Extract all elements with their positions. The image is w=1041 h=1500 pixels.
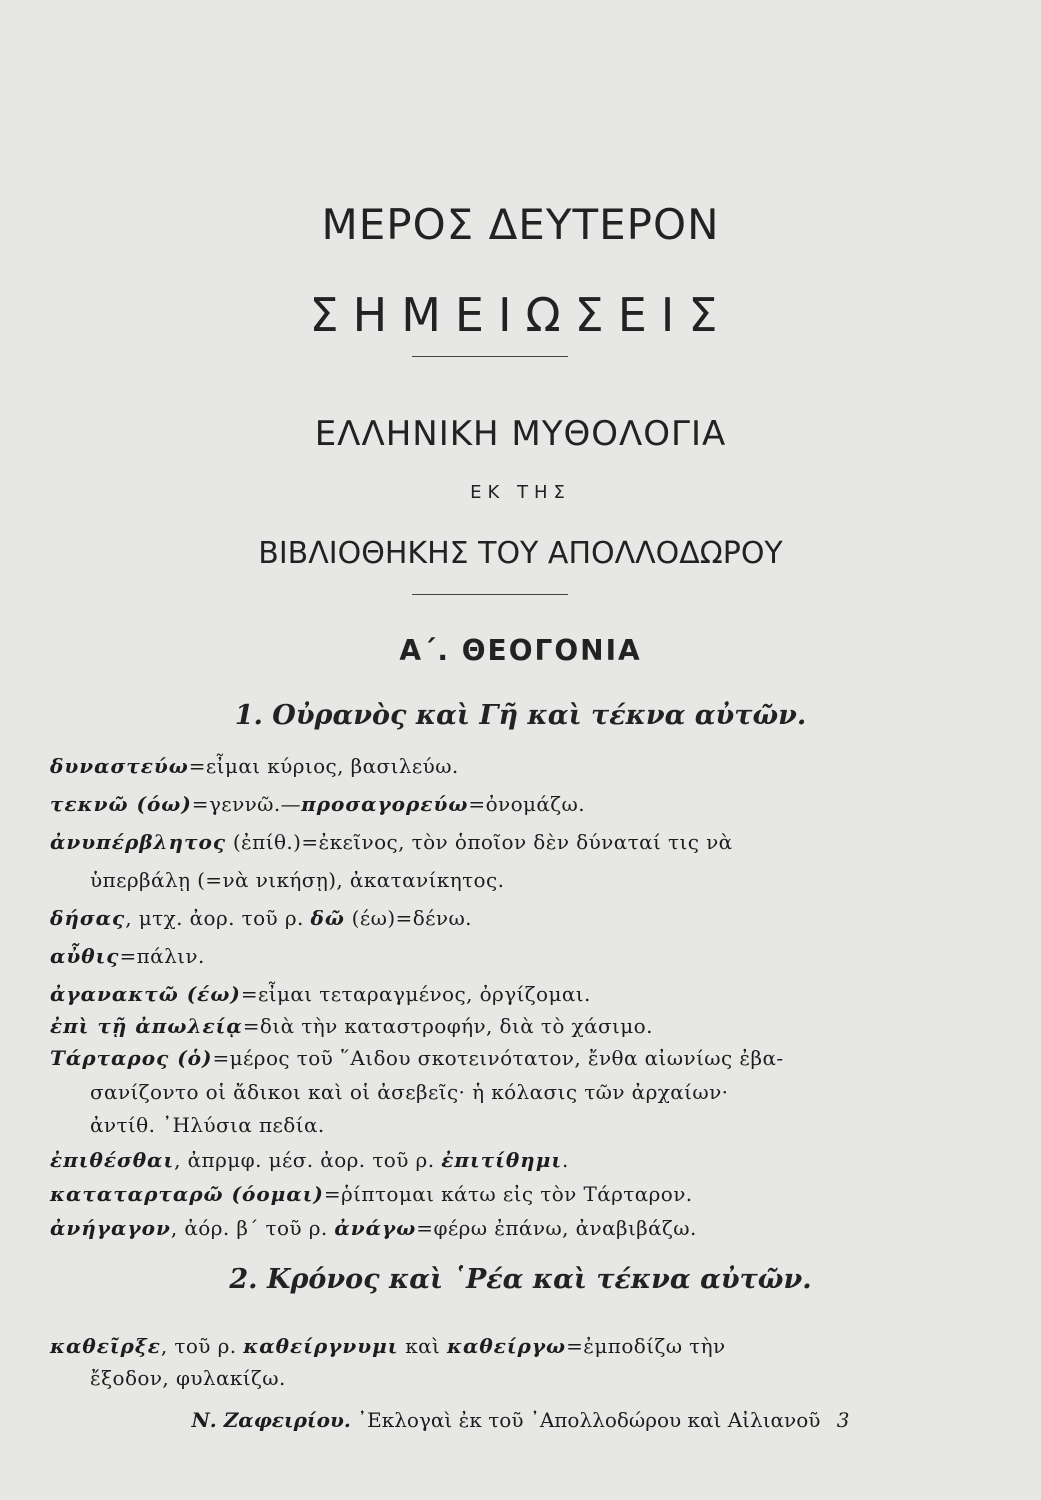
gloss: =φέρω ἐπάνω, ἀναβιβάζω. [416, 1216, 697, 1240]
headword: προσαγορεύω [301, 792, 469, 816]
headword: ἀγανακτῶ (έω) [50, 982, 241, 1006]
gloss: . [562, 1148, 569, 1172]
headword: αὖθις [50, 944, 120, 968]
headword: καθεῖρξε [50, 1334, 161, 1358]
chapter-heading: Α΄. ΘΕΟΓΟΝΙΑ [399, 634, 642, 667]
gloss: =πάλιν. [119, 944, 205, 968]
headword: ἐπιθέσθαι [50, 1148, 175, 1172]
headword: ἀνήγαγον [50, 1216, 171, 1240]
headword: ἐπιτίθημι [441, 1148, 563, 1172]
glossary-entry [50, 792, 585, 816]
glossary-entry [50, 906, 472, 930]
headword: Τάρταρος (ὁ) [50, 1046, 213, 1070]
headword: καθείργνυμι [243, 1334, 399, 1358]
gloss: =ὀνομάζω. [468, 792, 586, 816]
headword: ἐπὶ τῇ ἀπωλείᾳ [50, 1014, 243, 1038]
glossary-entry [50, 1182, 693, 1206]
glossary-continuation [90, 1113, 325, 1137]
gloss: =εἶμαι τεταραγμένος, ὀργίζομαι. [240, 982, 591, 1006]
gloss: , μτχ. ἀορ. τοῦ ρ. [125, 906, 311, 930]
footer-author: Ν. Ζαφειρίου. [191, 1408, 351, 1432]
glossary-entry [50, 1014, 653, 1038]
from-subtitle: ΕΚ ΤΗΣ [470, 482, 571, 503]
glossary-entry [50, 1216, 697, 1240]
glossary-entry [50, 830, 733, 854]
gloss: =ἐμποδίζω τὴν [566, 1334, 726, 1358]
gloss: =μέρος τοῦ ῞Αιδου σκοτεινότατον, ἔνθα αἰωνίως ἐβα- [212, 1046, 784, 1070]
footer-book-title: ᾿Εκλογαὶ ἐκ τοῦ ᾿Απολλοδώρου καὶ Αἰλιανοῦ [357, 1408, 821, 1432]
mythology-title: ΕΛΛΗΝΙΚΗ ΜΥΘΟΛΟΓΙΑ [314, 414, 727, 454]
glossary-entry [50, 982, 591, 1006]
headword: καθείργω [447, 1334, 567, 1358]
gloss: , τοῦ ρ. [160, 1334, 244, 1358]
glossary-continuation [90, 1366, 286, 1390]
gloss: καὶ [398, 1334, 447, 1358]
headword: ἀνυπέρβλητος [50, 830, 227, 854]
gloss: σανίζοντο οἱ ἄδικοι καὶ οἱ ἀσεβεῖς· ἡ κόλασις τῶν ἀρχαίων· [90, 1080, 729, 1104]
glossary-continuation [90, 1080, 728, 1104]
glossary-entry [50, 944, 205, 968]
gloss: =γεννῶ.— [191, 792, 302, 816]
divider-rule [412, 594, 568, 595]
glossary-entry [50, 1046, 784, 1070]
headword: ἀνάγω [334, 1216, 417, 1240]
gloss: =διὰ τὴν καταστροφήν, διὰ τὸ χάσιμο. [242, 1014, 653, 1038]
divider-rule [412, 356, 568, 357]
headword: καταταρταρῶ (όομαι) [50, 1182, 324, 1206]
notes-title: ΣΗΜΕΙΩΣΕΙΣ [309, 288, 732, 342]
gloss: (έω)=δένω. [344, 906, 472, 930]
glossary-entry [50, 1148, 569, 1172]
headword: δήσας [50, 906, 126, 930]
gloss: , ἀόρ. β΄ τοῦ ρ. [170, 1216, 335, 1240]
section-heading-2: 2. Κρόνος καὶ ῾Ρέα καὶ τέκνα αὐτῶν. [229, 1264, 812, 1295]
gloss: , ἀπρμφ. μέσ. ἀορ. τοῦ ρ. [174, 1148, 442, 1172]
headword: τεκνῶ (όω) [50, 792, 192, 816]
library-title: ΒΙΒΛΙΟΘΗΚΗΣ ΤΟΥ ΑΠΟΛΛΟΔΩΡΟΥ [258, 536, 783, 571]
glossary-entry [50, 1334, 726, 1358]
gloss: =ῥίπτομαι κάτω εἰς τὸν Τάρταρον. [323, 1182, 693, 1206]
page-footer [0, 1408, 1041, 1432]
page-number: 3 [836, 1408, 850, 1432]
part-title: ΜΕΡΟΣ ΔΕΥΤΕΡΟΝ [321, 200, 720, 249]
gloss: ὑπερβάλῃ (=νὰ νικήσῃ), ἀκατανίκητος. [90, 868, 505, 892]
headword: δῶ [310, 906, 345, 930]
glossary-continuation [90, 868, 504, 892]
section-heading-1: 1. Οὐρανὸς καὶ Γῆ καὶ τέκνα αὐτῶν. [234, 700, 807, 731]
glossary-entry [50, 754, 459, 778]
headword: δυναστεύω [50, 754, 189, 778]
gloss: ἀντίθ. ᾿Ηλύσια πεδία. [90, 1113, 325, 1137]
gloss: =εἶμαι κύριος, βασιλεύω. [188, 754, 459, 778]
gloss: (ἐπίθ.)=ἐκεῖνος, τὸν ὁποῖον δὲν δύναταί τις νὰ [226, 830, 733, 854]
gloss: ἔξοδον, φυλακίζω. [90, 1366, 286, 1390]
